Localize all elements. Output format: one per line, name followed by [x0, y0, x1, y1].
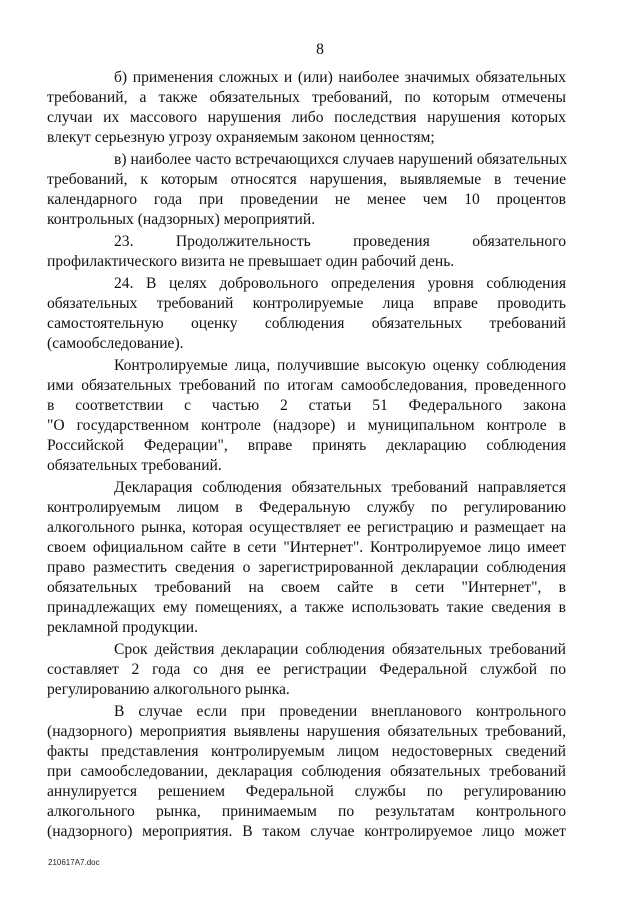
text-line: составляет 2 года со дня ее регистрации Федеральной службой по: [47, 661, 566, 678]
text-line: принадлежащих ему помещениях, а также использовать такие сведения в: [47, 599, 566, 616]
text-line: 24. В целях добровольного определения уровня соблюдения: [114, 275, 566, 292]
page-number: 8: [316, 41, 324, 58]
document-body: [47, 68, 568, 844]
text-line: профилактического визита не превышает один рабочий день.: [47, 253, 455, 270]
text-line: алкогольного рынка, которая осуществляет ее регистрацию и размещает на: [47, 519, 566, 536]
paragraph-23: [47, 232, 566, 272]
text-line: обязательных требований на своем сайте в сети "Интернет", в: [47, 579, 566, 596]
paragraph-b: [47, 68, 566, 148]
text-line: "О государственном контроле (надзоре) и муниципальном контроле в: [47, 417, 566, 434]
text-line: б) применения сложных и (или) наиболее значимых обязательных: [114, 69, 566, 86]
text-line: в) наиболее часто встречающихся случаев нарушений обязательных: [114, 151, 568, 168]
text-line: Контролируемые лица, получившие высокую оценку соблюдения: [114, 357, 566, 374]
paragraph-validity: [47, 640, 566, 700]
text-line: Российской Федерации", вправе принять декларацию соблюдения: [47, 437, 566, 454]
text-line: аннулируется решением Федеральной службы по регулированию: [47, 783, 566, 800]
paragraph-high-assessment: [47, 356, 566, 476]
text-line: 23. Продолжительность проведения обязательного: [114, 233, 566, 250]
text-line: алкогольного рынка, принимаемым по результатам контрольного: [47, 803, 566, 820]
paragraph-declaration: [47, 478, 566, 638]
text-line: право разместить сведения о зарегистрированной декларации соблюдения: [47, 559, 566, 576]
text-line: своем официальном сайте в сети "Интернет". Контролируемое лицо имеет: [47, 539, 566, 556]
text-line: ими обязательных требований по итогам самообследования, проведенного: [47, 377, 566, 394]
text-line: контролируемым лицом в Федеральную службу по регулированию: [47, 499, 566, 516]
paragraph-24: [47, 274, 566, 354]
text-line: требований, а также обязательных требований, по которым отмечены: [47, 89, 566, 106]
text-line: факты представления контролируемым лицом недостоверных сведений: [47, 743, 566, 760]
paragraph-v: [47, 150, 568, 230]
text-line: регулированию алкогольного рынка.: [47, 681, 290, 698]
document-filename: 210617A7.doc: [48, 858, 100, 867]
text-line: требований, к которым относятся нарушения, выявляемые в течение: [47, 171, 566, 188]
text-line: контрольных (надзорных) мероприятий.: [47, 211, 316, 228]
text-line: (надзорного) мероприятия выявлены нарушения обязательных требований,: [47, 723, 566, 740]
text-line: рекламной продукции.: [47, 619, 198, 636]
text-line: в соответствии с частью 2 статьи 51 Федерального закона: [47, 397, 566, 414]
text-line: (надзорного) мероприятия. В таком случае контролируемое лицо может: [47, 823, 566, 840]
paragraph-annulment: [47, 702, 566, 842]
text-line: Срок действия декларации соблюдения обязательных требований: [114, 641, 566, 658]
text-line: (самообследование).: [47, 335, 184, 352]
text-line: календарного года при проведении не менее чем 10 процентов: [47, 191, 566, 208]
text-line: самостоятельную оценку соблюдения обязательных требований: [47, 315, 566, 332]
text-line: Декларация соблюдения обязательных требований направляется: [114, 479, 566, 496]
text-line: при самообследовании, декларация соблюдения обязательных требований: [47, 763, 566, 780]
text-line: обязательных требований.: [47, 457, 222, 474]
text-line: влекут серьезную угрозу охраняемым законом ценностям;: [47, 129, 435, 146]
text-line: В случае если при проведении внепланового контрольного: [114, 703, 566, 720]
text-line: обязательных требований контролируемые лица вправе проводить: [47, 295, 566, 312]
text-line: случаи их массового нарушения либо последствия нарушения которых: [47, 109, 566, 126]
